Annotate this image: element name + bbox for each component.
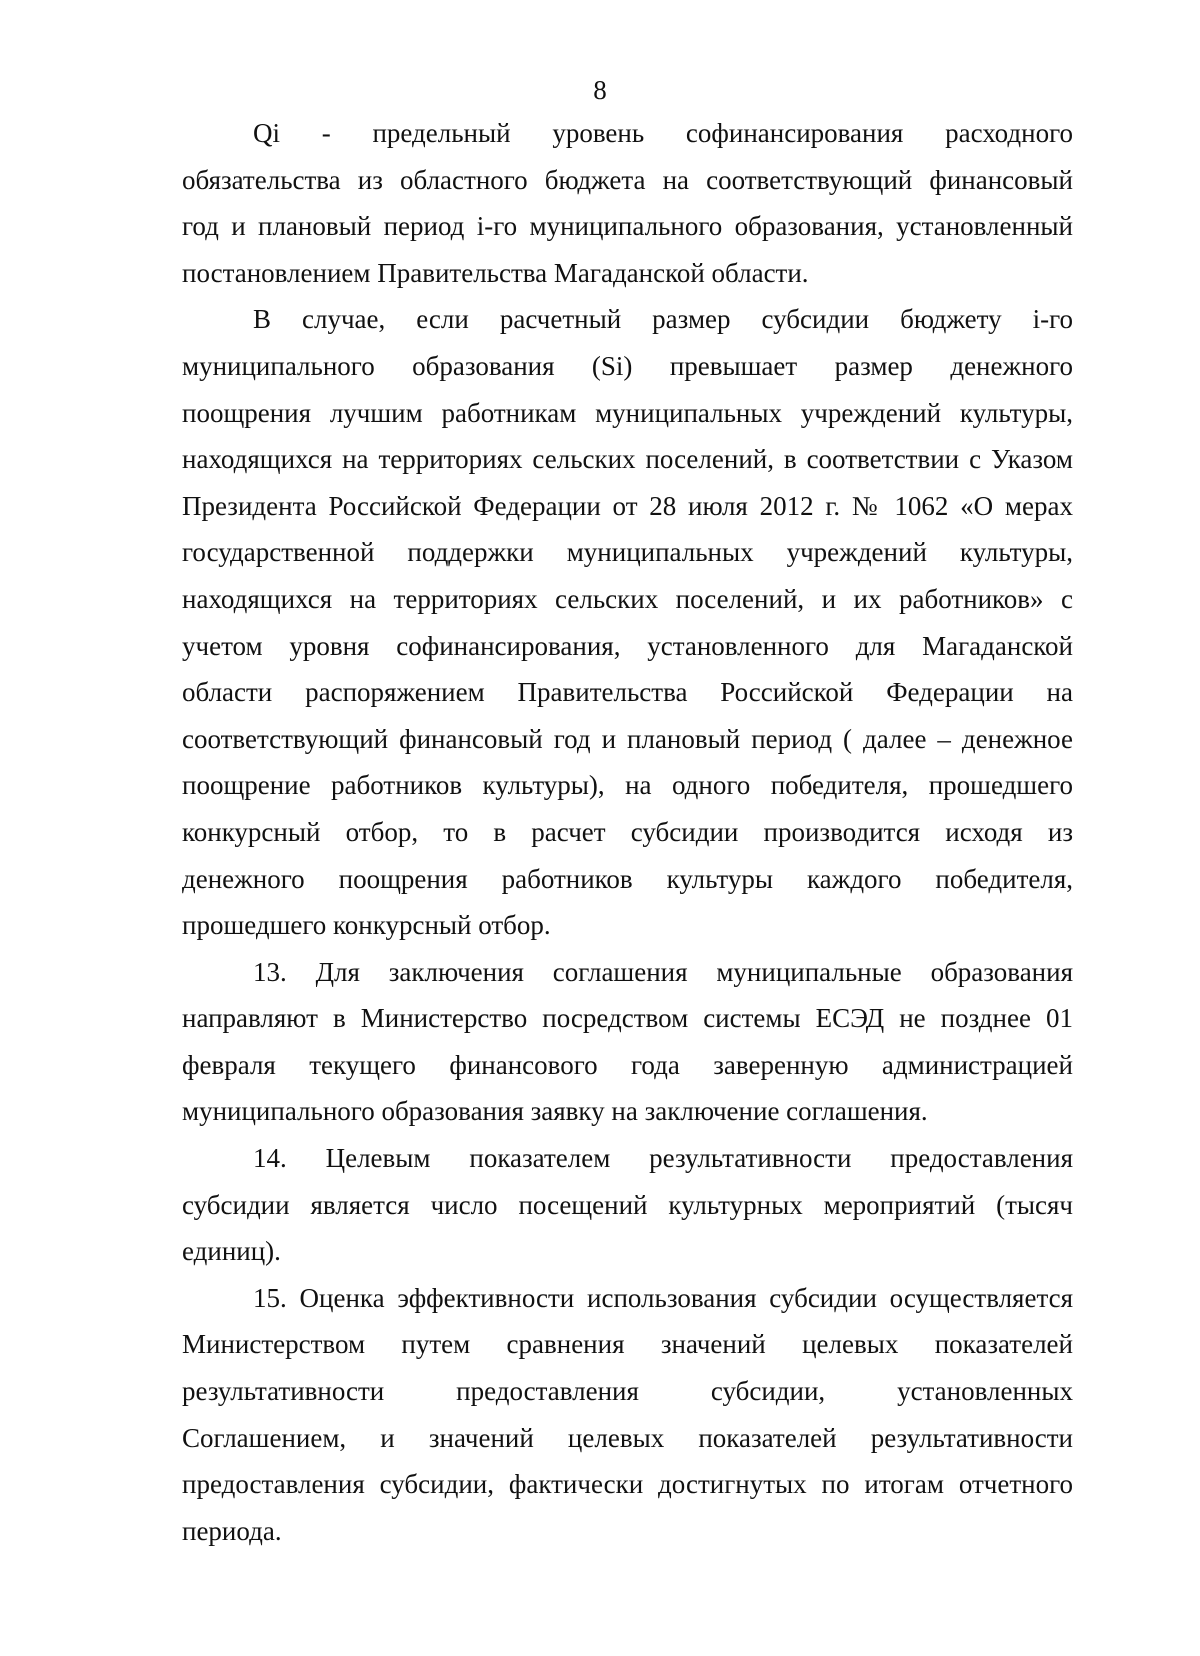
text-line: 14. Целевым показателем результативности предоставления [253,1143,1073,1174]
text-line: денежного поощрения работников культуры каждого победителя, [182,863,1073,894]
text-line: субсидии является число посещений культурных мероприятий (тысяч [182,1189,1073,1220]
paragraph-item-13 [182,949,1073,1135]
text-line: результативности предоставления субсидии, установленных [182,1376,1073,1407]
text-line: Qi - предельный уровень софинансирования расходного [253,118,1073,148]
text-line: муниципального образования (Si) превышает размер денежного [182,350,1073,381]
text-line: Соглашением, и значений целевых показателей результативности [182,1422,1073,1453]
page-number: 8 [593,75,607,105]
text-line: периода. [182,1515,282,1546]
text-line: 13. Для заключения соглашения муниципальные образования [253,956,1073,987]
text-line: учетом уровня софинансирования, установленного для Магаданской [182,630,1073,661]
text-line: Министерством путем сравнения значений целевых показателей [182,1329,1073,1360]
text-line: год и плановый период i-го муниципального образования, установленный [182,211,1073,242]
text-line: Президента Российской Федерации от 28 июля 2012 г. № 1062 «О мерах [182,490,1073,521]
text-line: февраля текущего финансового года заверенную администрацией [182,1049,1073,1080]
text-line: прошедшего конкурсный отбор. [182,910,551,941]
text-line: обязательства из областного бюджета на соответствующий финансовый [182,164,1073,195]
document-body [182,110,1073,1554]
paragraph-item-15 [182,1275,1073,1555]
text-line: находящихся на территориях сельских поселений, в соответствии с Указом [182,444,1073,475]
paragraph-subsidy-excess [182,296,1073,948]
text-line: государственной поддержки муниципальных учреждений культуры, [182,537,1073,568]
text-line: предоставления субсидии, фактически достигнутых по итогам отчетного [182,1469,1073,1500]
text-line: постановлением Правительства Магаданской области. [182,257,809,288]
paragraph-qi-definition [182,110,1073,296]
text-line: 15. Оценка эффективности использования субсидии осуществляется [253,1282,1073,1313]
text-line: В случае, если расчетный размер субсидии бюджету i-го [253,304,1073,335]
paragraph-item-14 [182,1135,1073,1275]
text-line: поощрения лучшим работникам муниципальных учреждений культуры, [182,397,1073,428]
text-line: муниципального образования заявку на заключение соглашения. [182,1096,928,1127]
text-line: единиц). [182,1236,281,1267]
text-line: области распоряжением Правительства Российской Федерации на [182,677,1073,708]
text-line: соответствующий финансовый год и плановый период ( далее – денежное [182,723,1073,754]
text-line: поощрение работников культуры), на одного победителя, прошедшего [182,770,1073,801]
text-line: конкурсный отбор, то в расчет субсидии производится исходя из [182,816,1073,847]
text-line: находящихся на территориях сельских поселений, и их работников» с [182,583,1073,614]
text-line: направляют в Министерство посредством системы ЕСЭД не позднее 01 [182,1003,1073,1034]
